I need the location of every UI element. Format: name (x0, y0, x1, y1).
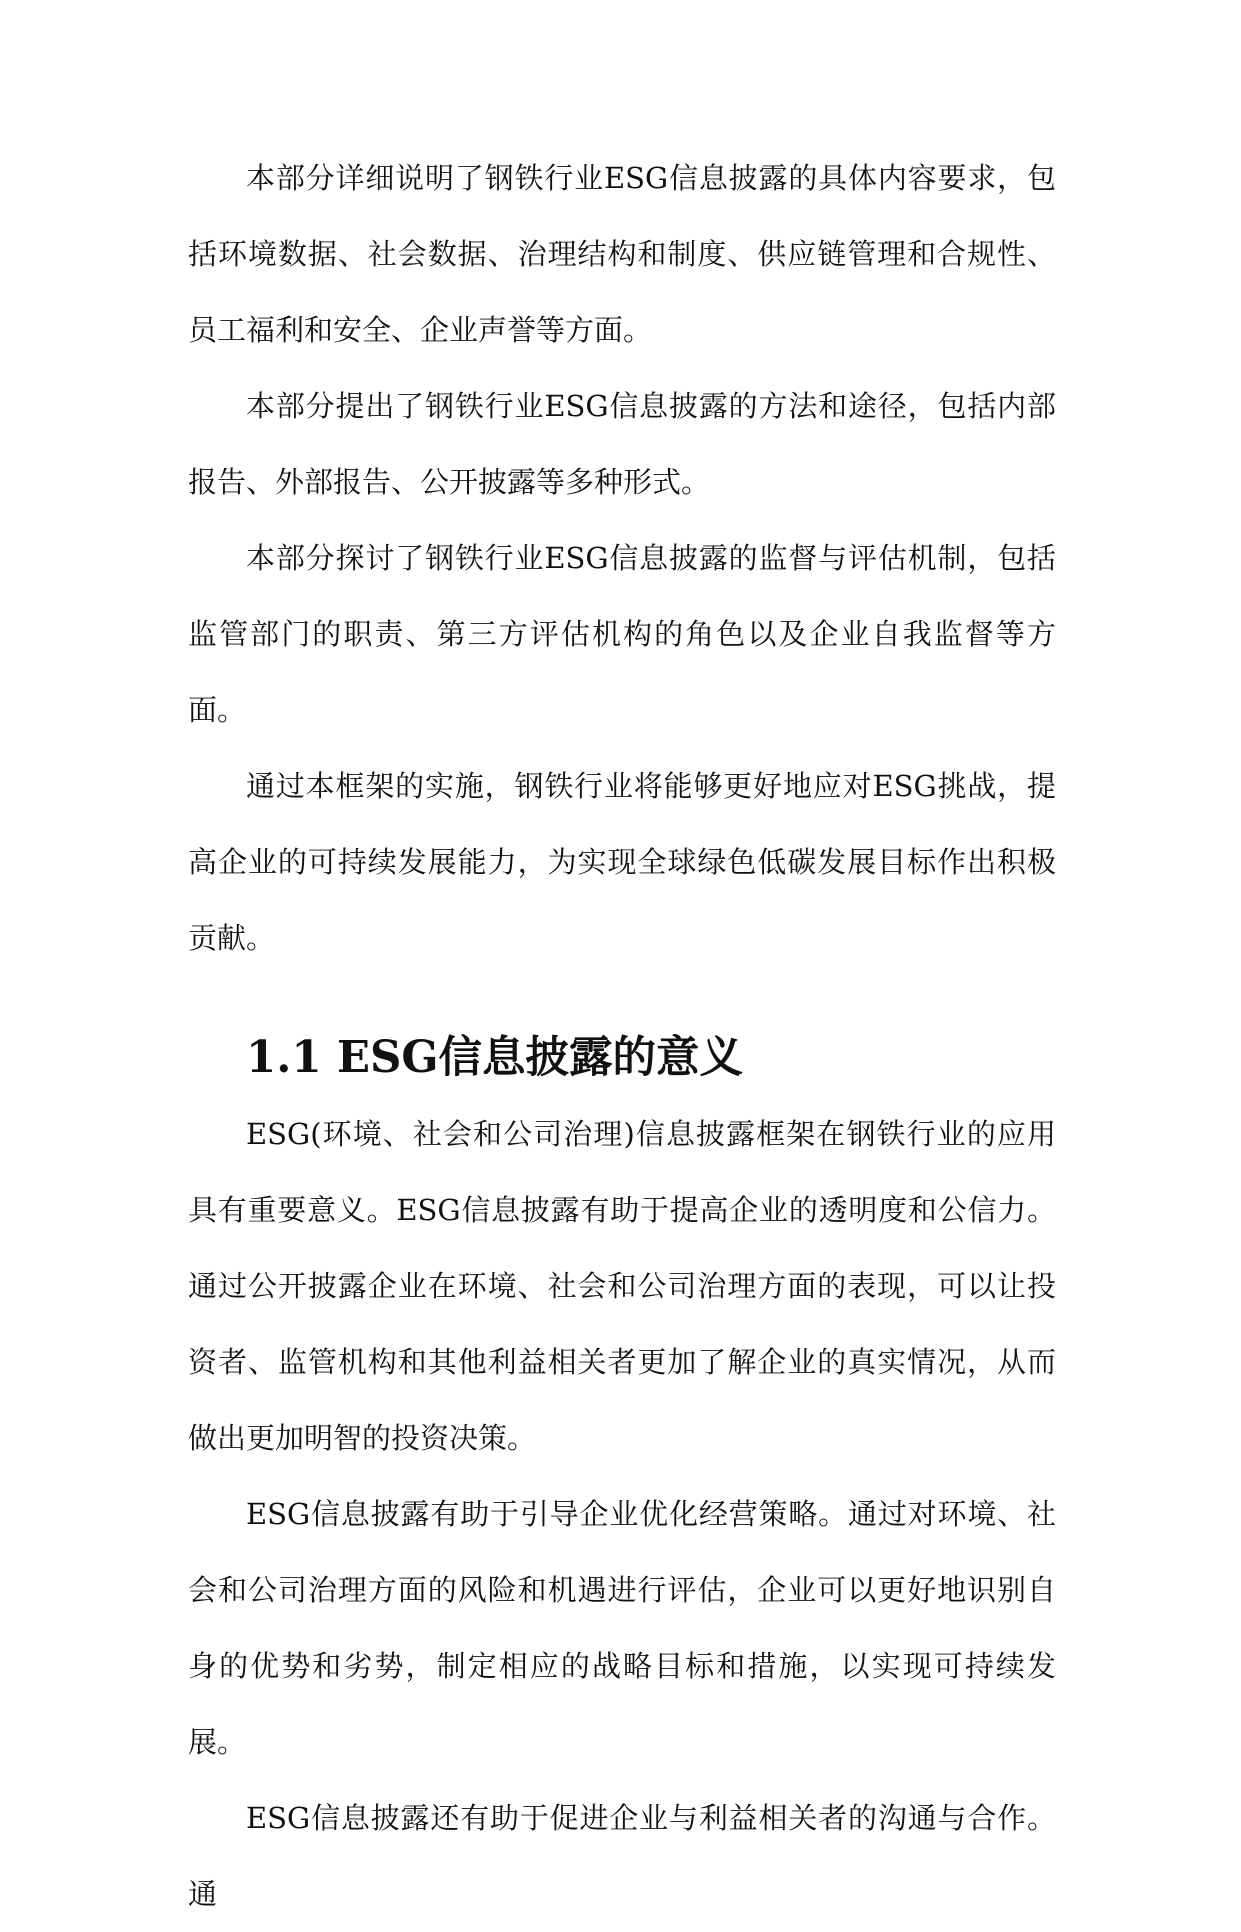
paragraph: 本部分提出了钢铁行业ESG信息披露的方法和途径，包括内部报告、外部报告、公开披露等多种形式。 (188, 389, 1056, 499)
paragraph: ESG信息披露有助于引导企业优化经营策略。通过对环境、社会和公司治理方面的风险和机遇进行评估，企业可以更好地识别自身的优势和劣势，制定相应的战略目标和措施，以实现可持续发展。 (188, 1497, 1056, 1759)
paragraph: 本部分探讨了钢铁行业ESG信息披露的监督与评估机制，包括监管部门的职责、第三方评估机构的角色以及企业自我监督等方面。 (188, 541, 1056, 727)
section-heading: 1.1 ESG信息披露的意义 (246, 1032, 744, 1083)
paragraph: ESG(环境、社会和公司治理)信息披露框架在钢铁行业的应用具有重要意义。ESG信息披露有助于提高企业的透明度和公信力。通过公开披露企业在环境、社会和公司治理方面的表现，可以让投资者、监管机构和其他利益相关者更加了解企业的真实情况，从而做出更加明智的投资决策。 (188, 1117, 1056, 1455)
paragraph: ESG信息披露还有助于促进企业与利益相关者的沟通与合作。通 (188, 1801, 1056, 1911)
paragraph: 通过本框架的实施，钢铁行业将能够更好地应对ESG挑战，提高企业的可持续发展能力，为实现全球绿色低碳发展目标作出积极贡献。 (188, 769, 1056, 955)
paragraph: 本部分详细说明了钢铁行业ESG信息披露的具体内容要求，包括环境数据、社会数据、治理结构和制度、供应链管理和合规性、员工福利和安全、企业声誉等方面。 (188, 161, 1056, 347)
document-body (188, 140, 1056, 1932)
